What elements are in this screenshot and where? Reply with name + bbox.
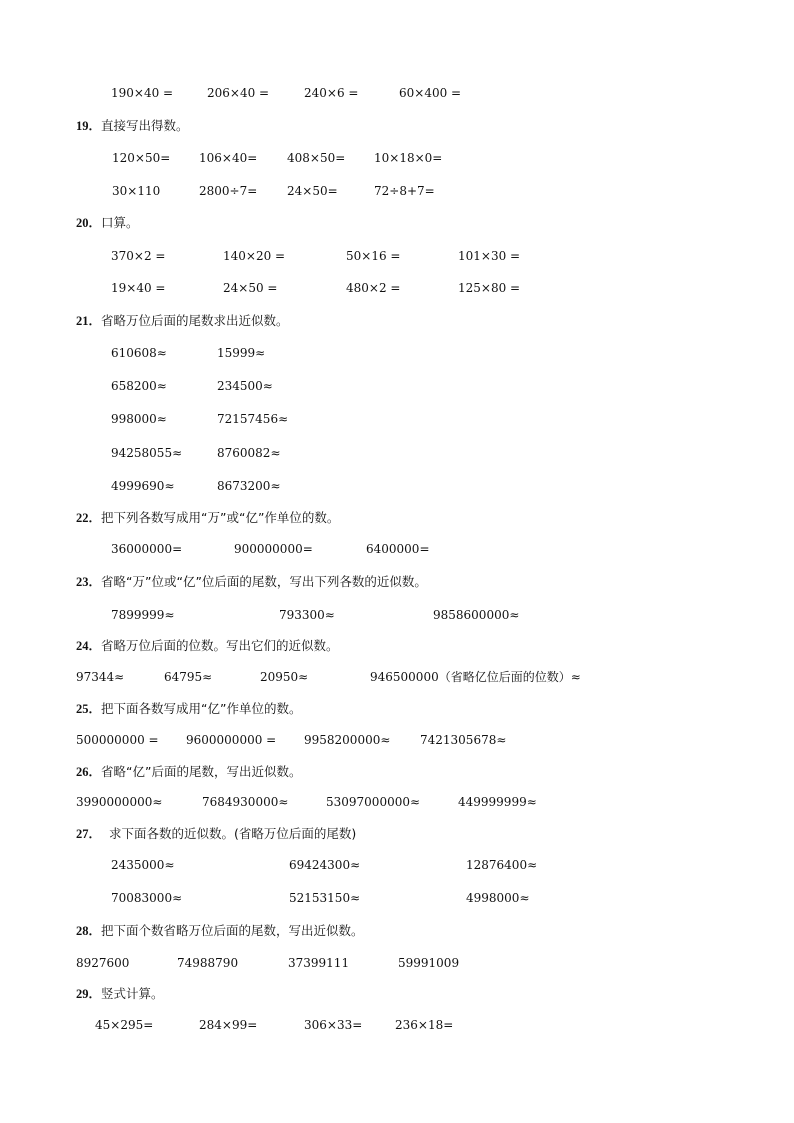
expression: 69424300≈ <box>289 858 361 872</box>
question-heading <box>76 701 301 717</box>
question-title: 求下面各数的近似数。(省略万位后面的尾数) <box>109 826 357 841</box>
expression: 64795≈ <box>164 670 213 684</box>
expression: 500000000 = <box>76 733 159 747</box>
expression: 449999999≈ <box>458 795 537 809</box>
expression: 284×99= <box>199 1018 258 1032</box>
expression: 53097000000≈ <box>326 795 421 809</box>
number-item: 8927600 <box>76 956 130 970</box>
expression: 7684930000≈ <box>202 795 289 809</box>
expression: 8673200≈ <box>217 479 281 493</box>
expression: 306×33= <box>304 1018 363 1032</box>
expression: 946500000（省略亿位后面的位数）≈ <box>370 670 581 684</box>
question-number: 23． <box>76 575 102 589</box>
expression: 30×110 <box>112 184 161 198</box>
expression: 2435000≈ <box>111 858 175 872</box>
question-number: 27． <box>76 827 102 841</box>
expression: 120×50= <box>112 151 171 165</box>
question-heading <box>76 313 289 329</box>
expression: 206×40 = <box>207 86 270 100</box>
question-number: 28． <box>76 924 102 938</box>
question-heading <box>76 986 164 1002</box>
expression: 2800÷7= <box>199 184 258 198</box>
expression: 900000000= <box>234 542 313 556</box>
question-heading <box>76 118 189 134</box>
expression: 9958200000≈ <box>304 733 391 747</box>
expression: 7899999≈ <box>111 608 175 622</box>
expression: 24×50 = <box>223 281 278 295</box>
expression: 45×295= <box>95 1018 154 1032</box>
expression: 7421305678≈ <box>420 733 507 747</box>
question-number: 25． <box>76 702 102 716</box>
question-title: 省略“亿”后面的尾数，写出近似数。 <box>101 764 302 779</box>
expression: 24×50= <box>287 184 338 198</box>
expression: 4999690≈ <box>111 479 175 493</box>
expression: 12876400≈ <box>466 858 538 872</box>
expression: 36000000= <box>111 542 183 556</box>
expression: 72÷8+7= <box>374 184 435 198</box>
expression: 480×2 = <box>346 281 401 295</box>
expression: 408×50= <box>287 151 346 165</box>
question-number: 20． <box>76 216 102 230</box>
expression: 190×40 = <box>111 86 174 100</box>
question-number: 21． <box>76 314 102 328</box>
expression: 101×30 = <box>458 249 521 263</box>
expression: 52153150≈ <box>289 891 361 905</box>
question-title: 口算。 <box>101 215 139 230</box>
expression: 125×80 = <box>458 281 521 295</box>
expression: 8760082≈ <box>217 446 281 460</box>
expression: 10×18×0= <box>374 151 443 165</box>
question-heading <box>76 510 339 526</box>
expression: 50×16 = <box>346 249 401 263</box>
expression: 9858600000≈ <box>433 608 520 622</box>
expression: 97344≈ <box>76 670 125 684</box>
number-item: 59991009 <box>398 956 460 970</box>
expression: 6400000= <box>366 542 430 556</box>
question-title: 省略万位后面的尾数求出近似数。 <box>101 313 289 328</box>
question-number: 24． <box>76 639 102 653</box>
expression: 3990000000≈ <box>76 795 163 809</box>
expression: 240×6 = <box>304 86 359 100</box>
number-item: 37399111 <box>288 956 350 970</box>
question-heading <box>76 574 427 590</box>
question-title: 省略万位后面的位数。写出它们的近似数。 <box>101 638 339 653</box>
question-heading <box>76 638 339 654</box>
question-number: 22． <box>76 511 102 525</box>
number-item: 74988790 <box>177 956 239 970</box>
expression: 20950≈ <box>260 670 309 684</box>
question-title: 把下面各数写成用“亿”作单位的数。 <box>101 701 302 716</box>
expression: 72157456≈ <box>217 412 289 426</box>
expression: 658200≈ <box>111 379 167 393</box>
expression: 60×400 = <box>399 86 462 100</box>
expression: 610608≈ <box>111 346 167 360</box>
expression: 140×20 = <box>223 249 286 263</box>
question-title: 竖式计算。 <box>101 986 164 1001</box>
expression: 998000≈ <box>111 412 167 426</box>
expression: 9600000000 = <box>186 733 277 747</box>
question-title: 省略“万”位或“亿”位后面的尾数，写出下列各数的近似数。 <box>101 574 427 589</box>
expression: 15999≈ <box>217 346 266 360</box>
question-heading <box>76 215 139 231</box>
expression: 4998000≈ <box>466 891 530 905</box>
expression: 234500≈ <box>217 379 273 393</box>
question-title: 直接写出得数。 <box>101 118 189 133</box>
expression: 94258055≈ <box>111 446 183 460</box>
expression: 236×18= <box>395 1018 454 1032</box>
question-number: 26． <box>76 765 102 779</box>
expression: 106×40= <box>199 151 258 165</box>
expression: 19×40 = <box>111 281 166 295</box>
expression: 70083000≈ <box>111 891 183 905</box>
expression: 793300≈ <box>279 608 335 622</box>
question-heading <box>76 923 364 939</box>
question-title: 把下面个数省略万位后面的尾数，写出近似数。 <box>101 923 364 938</box>
question-heading <box>76 826 356 842</box>
question-number: 19． <box>76 119 102 133</box>
question-heading <box>76 764 301 780</box>
question-number: 29． <box>76 987 102 1001</box>
question-title: 把下列各数写成用“万”或“亿”作单位的数。 <box>101 510 340 525</box>
expression: 370×2 = <box>111 249 166 263</box>
